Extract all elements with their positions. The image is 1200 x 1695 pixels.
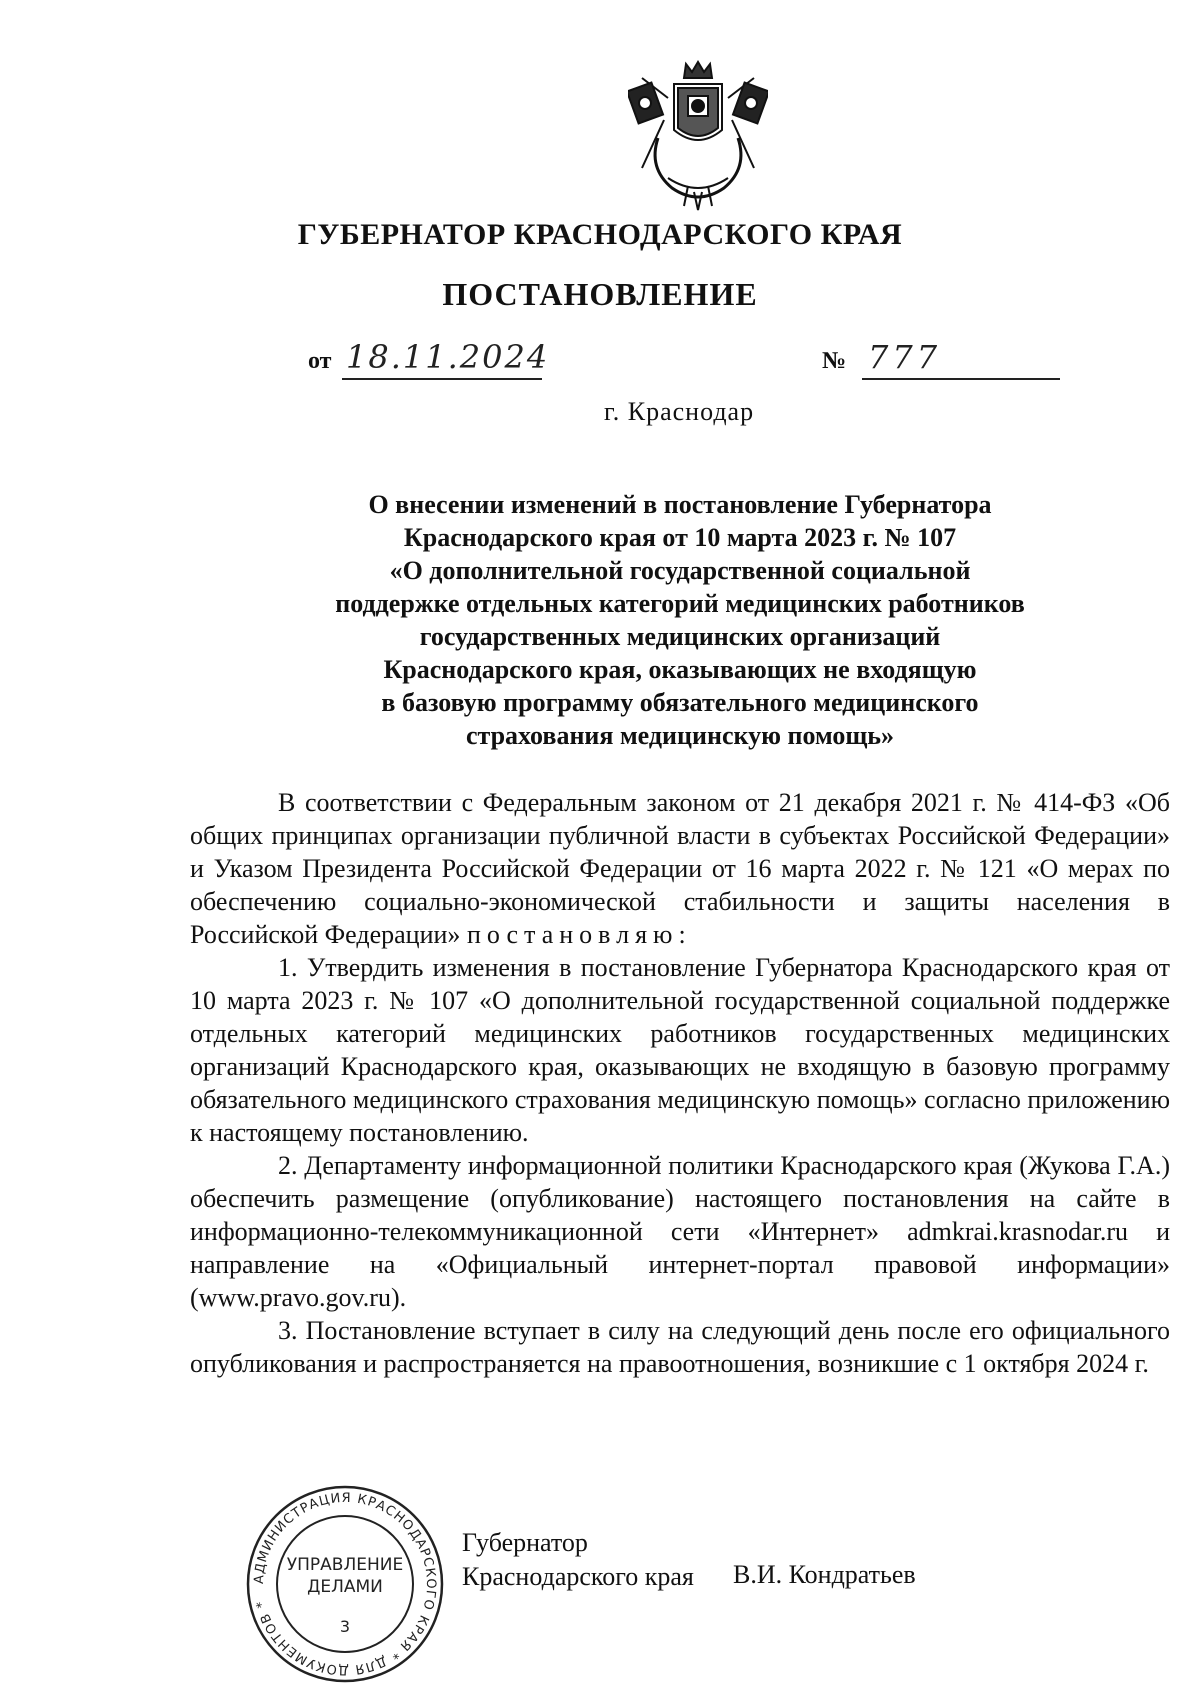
signatory-title-line2: Краснодарского края	[462, 1562, 694, 1591]
city: г. Краснодар	[604, 397, 755, 426]
resolves-word: постановляю:	[466, 920, 692, 949]
coat-of-arms-icon	[628, 58, 768, 213]
document-subject	[240, 488, 1120, 752]
subject-line: государственных медицинских организаций	[419, 622, 941, 651]
subject-line: в базовую программу обязательного медицинского	[381, 688, 979, 717]
subject-line: «О дополнительной государственной социальной	[389, 556, 971, 585]
number-underline	[862, 378, 1060, 380]
item-2: 2. Департаменту информационной политики Краснодарского края (Жукова Г.А.) обеспечить размещение (опубликование) настоящего постановления на сайте в информационно-телекоммуникационной сети «Интернет» admkrai.krasnodar.ru и направление на «Официальный интернет-портал правовой информации» (www.pravo.gov.ru).	[190, 1151, 1170, 1312]
preamble-paragraph	[190, 786, 1170, 951]
document-date: 18.11.2024	[346, 338, 550, 376]
subject-line: Краснодарского края, оказывающих не входящую	[383, 655, 977, 684]
signatory-title-line1: Губернатор	[462, 1528, 588, 1557]
subject-line: Краснодарского края от 10 марта 2023 г. № 107	[403, 523, 957, 552]
signatory-title	[462, 1526, 694, 1594]
signatory-name: В.И. Кондратьев	[733, 1560, 916, 1589]
svg-text:3: 3	[339, 1617, 351, 1636]
document-body	[190, 786, 1170, 1380]
document-number: 777	[868, 338, 942, 376]
item-1: 1. Утвердить изменения в постановление Губернатора Краснодарского края от 10 марта 2023 г. № 107 «О дополнительной государственной социальной поддержке отдельных категорий медицинских работников государственных медицинских организаций Краснодарского края, оказывающих не входящую в базовую программу обязательного медицинского страхования медицинскую помощь» согласно приложению к настоящему постановлению.	[190, 953, 1170, 1147]
svg-text:УПРАВЛЕНИЕ: УПРАВЛЕНИЕ	[286, 1555, 404, 1575]
document-type: ПОСТАНОВЛЕНИЕ	[442, 276, 758, 312]
preamble-text: В соответствии с Федеральным законом от 21 декабря 2021 г. № 414-ФЗ «Об общих принципах организации публичной власти в субъектах Российской Федерации» и Указом Президента Российской Федерации от 16 марта 2022 г. № 121 «О мерах по обеспечению социально-экономической стабильности и защиты населения в Российской Федерации»	[190, 788, 1170, 949]
subject-line: страхования медицинскую помощь»	[465, 721, 895, 750]
subject-line: поддержке отдельных категорий медицинских работников	[335, 589, 1025, 618]
official-stamp-icon	[238, 1484, 452, 1684]
item-3: 3. Постановление вступает в силу на следующий день после его официального опубликования и распространяется на правоотношения, возникшие с 1 октября 2024 г.	[190, 1316, 1170, 1378]
svg-text:ДЕЛАМИ: ДЕЛАМИ	[307, 1577, 383, 1597]
issuer-title: ГУБЕРНАТОР КРАСНОДАРСКОГО КРАЯ	[297, 218, 903, 251]
date-underline	[342, 378, 542, 380]
subject-line: О внесении изменений в постановление Губернатора	[368, 490, 992, 519]
number-prefix: №	[822, 348, 847, 374]
date-prefix: от	[308, 348, 332, 374]
svg-text:АДМИНИСТРАЦИЯ КРАСНОДАРСКОГО К: АДМИНИСТРАЦИЯ КРАСНОДАРСКОГО КРАЯ * ДЛЯ ДОКУМЕНТОВ *	[251, 1490, 439, 1678]
